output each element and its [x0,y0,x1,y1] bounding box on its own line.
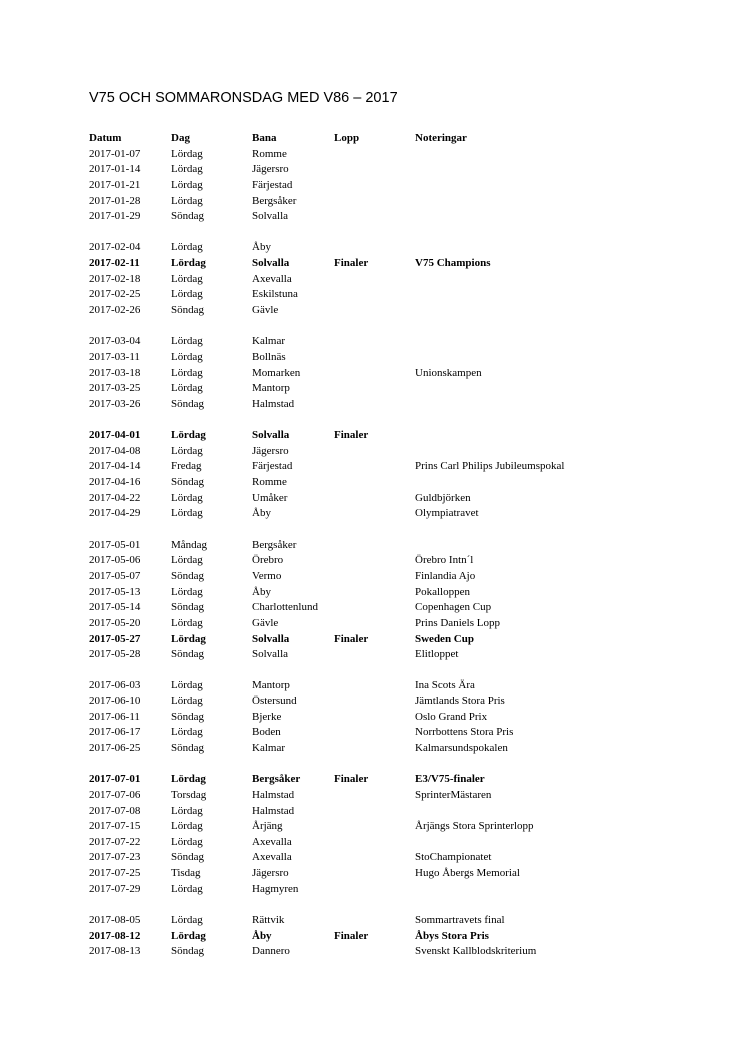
cell-datum: 2017-03-11 [89,350,140,363]
cell-noteringar: V75 Champions [415,257,491,270]
cell-datum: 2017-06-11 [89,710,140,723]
cell-dag: Lördag [171,679,203,692]
cell-datum: 2017-07-25 [89,867,141,880]
cell-datum: 2017-06-10 [89,695,141,708]
cell-datum: 2017-06-03 [89,679,141,692]
table-row [89,256,709,272]
cell-bana: Halmstad [252,397,295,410]
cell-datum: 2017-04-14 [89,460,141,473]
cell-datum: 2017-05-06 [89,554,141,567]
row-spacer [89,897,709,913]
cell-bana: Solvalla [252,257,290,270]
cell-datum: 2017-04-08 [89,444,141,457]
cell-dag: Lördag [171,382,203,395]
cell-noteringar: E3/V75-finaler [415,773,485,786]
cell-datum: 2017-07-23 [89,851,141,864]
cell-datum: 2017-01-14 [89,163,141,176]
cell-dag: Lördag [171,444,203,457]
cell-dag: Lördag [171,147,203,160]
cell-dag: Lördag [171,585,203,598]
row-spacer [89,319,709,335]
cell-bana: Jägersro [252,867,289,880]
cell-bana: Eskilstuna [252,288,298,301]
cell-dag: Lördag [171,241,203,254]
cell-noteringar: Åbys Stora Pris [415,929,489,942]
cell-bana: Solvalla [252,648,289,661]
cell-bana: Örebro [252,554,284,567]
header-noteringar: Noteringar [415,132,467,144]
cell-bana: Hagmyren [252,882,299,895]
cell-dag: Söndag [171,397,204,410]
row-spacer [89,757,709,773]
cell-datum: 2017-03-04 [89,335,141,348]
cell-bana: Mantorp [252,679,290,692]
table-row [89,725,709,741]
cell-dag: Lördag [171,335,203,348]
cell-bana: Momarken [252,366,301,379]
table-row [89,162,709,178]
cell-datum: 2017-05-27 [89,632,141,645]
cell-dag: Lördag [171,366,203,379]
cell-bana: Jägersro [252,163,289,176]
table-row [89,272,709,288]
cell-datum: 2017-02-04 [89,241,141,254]
cell-datum: 2017-06-17 [89,726,141,739]
table-row [89,334,709,350]
cell-dag: Lördag [171,820,203,833]
table-row [89,147,709,163]
table-row [89,866,709,882]
cell-bana: Solvalla [252,632,290,645]
table-row [89,366,709,382]
cell-noteringar: Årjängs Stora Sprinterlopp [415,820,534,833]
cell-bana: Åby [252,241,271,254]
cell-dag: Tisdag [171,867,201,880]
table-row [89,303,709,319]
cell-bana: Bergsåker [252,194,297,207]
cell-dag: Lördag [171,491,203,504]
cell-noteringar: Elitloppet [415,648,459,661]
row-spacer [89,225,709,241]
cell-bana: Dannero [252,945,290,958]
cell-datum: 2017-05-14 [89,601,141,614]
cell-noteringar: Guldbjörken [415,491,471,504]
table-row [89,553,709,569]
cell-dag: Lördag [171,835,203,848]
cell-dag: Lördag [171,272,203,285]
cell-dag: Lördag [171,929,206,942]
cell-datum: 2017-06-25 [89,741,141,754]
cell-datum: 2017-07-08 [89,804,141,817]
cell-dag: Söndag [171,945,204,958]
table-row [89,616,709,632]
row-spacer [89,522,709,538]
cell-datum: 2017-02-25 [89,288,141,301]
cell-datum: 2017-04-16 [89,476,141,489]
cell-datum: 2017-08-05 [89,914,141,927]
table-row [89,788,709,804]
cell-bana: Östersund [252,695,297,708]
cell-bana: Halmstad [252,804,295,817]
header-bana: Bana [252,132,277,144]
cell-dag: Lördag [171,773,206,786]
cell-dag: Söndag [171,710,204,723]
cell-bana: Solvalla [252,210,289,223]
table-row [89,287,709,303]
cell-datum: 2017-07-29 [89,882,141,895]
cell-lopp: Finaler [334,632,369,645]
cell-bana: Rättvik [252,914,285,927]
table-row [89,506,709,522]
cell-dag: Lördag [171,632,206,645]
header-dag: Dag [171,132,190,144]
table-header-row [89,131,709,147]
cell-datum: 2017-01-29 [89,210,141,223]
table-row [89,350,709,366]
cell-dag: Lördag [171,257,206,270]
cell-dag: Söndag [171,601,204,614]
cell-dag: Lördag [171,429,206,442]
cell-bana: Färjestad [252,178,293,191]
cell-dag: Lördag [171,194,203,207]
cell-bana: Bollnäs [252,350,286,363]
cell-dag: Lördag [171,726,203,739]
cell-dag: Lördag [171,804,203,817]
table-row [89,444,709,460]
cell-datum: 2017-08-12 [89,929,141,942]
cell-noteringar: Ina Scots Ära [415,679,475,692]
cell-bana: Umåker [252,491,288,504]
cell-lopp: Finaler [334,929,369,942]
cell-noteringar: Norrbottens Stora Pris [415,726,514,739]
table-row [89,694,709,710]
cell-dag: Måndag [171,538,208,551]
cell-datum: 2017-05-01 [89,538,141,551]
cell-bana: Jägersro [252,444,289,457]
cell-datum: 2017-08-13 [89,945,141,958]
cell-datum: 2017-04-01 [89,429,141,442]
cell-datum: 2017-04-29 [89,507,141,520]
cell-dag: Söndag [171,648,204,661]
cell-bana: Mantorp [252,382,290,395]
cell-datum: 2017-02-26 [89,304,141,317]
cell-dag: Lördag [171,914,203,927]
cell-bana: Boden [252,726,281,739]
cell-noteringar: Prins Carl Philips Jubileumspokal [415,460,565,473]
page-title: V75 OCH SOMMARONSDAG MED V86 – 2017 [89,90,398,106]
cell-noteringar: StoChampionatet [415,851,492,864]
table-row [89,741,709,757]
cell-bana: Axevalla [252,851,292,864]
cell-noteringar: Unionskampen [415,366,482,379]
cell-dag: Lördag [171,178,203,191]
table-row [89,850,709,866]
cell-noteringar: Jämtlands Stora Pris [415,695,505,708]
cell-bana: Bergsåker [252,538,297,551]
cell-lopp: Finaler [334,773,369,786]
cell-datum: 2017-01-28 [89,194,141,207]
cell-noteringar: Sweden Cup [415,632,474,645]
cell-dag: Lördag [171,695,203,708]
cell-noteringar: Svenskt Kallblodskriterium [415,945,537,958]
cell-bana: Kalmar [252,741,285,754]
cell-noteringar: Prins Daniels Lopp [415,616,500,629]
table-row [89,585,709,601]
cell-dag: Lördag [171,882,203,895]
cell-bana: Årjäng [252,820,283,833]
cell-datum: 2017-07-15 [89,820,141,833]
cell-dag: Söndag [171,210,204,223]
table-row [89,913,709,929]
cell-dag: Lördag [171,350,203,363]
cell-noteringar: Kalmarsundspokalen [415,741,508,754]
table-row [89,647,709,663]
cell-dag: Söndag [171,476,204,489]
cell-dag: Lördag [171,288,203,301]
schedule-table [89,131,709,960]
table-row [89,475,709,491]
cell-noteringar: Hugo Åbergs Memorial [415,867,520,880]
cell-noteringar: Olympiatravet [415,507,479,520]
table-row [89,381,709,397]
table-row [89,428,709,444]
cell-dag: Söndag [171,741,204,754]
table-row [89,772,709,788]
cell-datum: 2017-07-01 [89,773,141,786]
cell-datum: 2017-02-18 [89,272,141,285]
table-row [89,600,709,616]
cell-datum: 2017-05-13 [89,585,141,598]
header-datum: Datum [89,132,122,144]
table-row [89,194,709,210]
cell-datum: 2017-03-25 [89,382,141,395]
cell-datum: 2017-01-21 [89,178,141,191]
table-row [89,804,709,820]
cell-datum: 2017-07-22 [89,835,141,848]
table-row [89,240,709,256]
table-row [89,944,709,960]
table-row [89,835,709,851]
cell-bana: Halmstad [252,788,295,801]
cell-bana: Romme [252,147,287,160]
table-row [89,678,709,694]
table-row [89,882,709,898]
cell-noteringar: Oslo Grand Prix [415,710,488,723]
cell-dag: Fredag [171,460,202,473]
table-row [89,819,709,835]
table-row [89,929,709,945]
cell-bana: Åby [252,929,272,942]
cell-bana: Romme [252,476,287,489]
cell-noteringar: Pokalloppen [415,585,470,598]
cell-datum: 2017-03-26 [89,397,141,410]
cell-datum: 2017-07-06 [89,788,141,801]
cell-dag: Söndag [171,569,204,582]
cell-noteringar: Örebro Intn´l [415,554,474,567]
cell-noteringar: Copenhagen Cup [415,601,492,614]
cell-datum: 2017-01-07 [89,147,141,160]
table-row [89,491,709,507]
cell-dag: Söndag [171,851,204,864]
cell-datum: 2017-05-07 [89,569,141,582]
table-row [89,209,709,225]
cell-bana: Åby [252,585,271,598]
cell-bana: Axevalla [252,272,292,285]
table-row [89,397,709,413]
cell-datum: 2017-03-18 [89,366,141,379]
cell-bana: Vermo [252,569,282,582]
cell-bana: Bjerke [252,710,282,723]
cell-bana: Charlottenlund [252,601,318,614]
table-row [89,710,709,726]
table-row [89,538,709,554]
cell-dag: Lördag [171,616,203,629]
cell-dag: Lördag [171,554,203,567]
cell-dag: Lördag [171,507,203,520]
cell-lopp: Finaler [334,429,369,442]
cell-noteringar: SprinterMästaren [415,788,492,801]
cell-dag: Lördag [171,163,203,176]
cell-noteringar: Finlandia Ajo [415,569,476,582]
cell-lopp: Finaler [334,257,369,270]
cell-datum: 2017-05-20 [89,616,141,629]
cell-bana: Färjestad [252,460,293,473]
cell-dag: Torsdag [171,788,207,801]
table-row [89,632,709,648]
cell-datum: 2017-05-28 [89,648,141,661]
row-spacer [89,663,709,679]
table-row [89,178,709,194]
table-row [89,459,709,475]
table-row [89,569,709,585]
cell-bana: Axevalla [252,835,292,848]
cell-bana: Kalmar [252,335,285,348]
cell-datum: 2017-04-22 [89,491,141,504]
cell-bana: Gävle [252,304,279,317]
header-lopp: Lopp [334,132,360,144]
cell-datum: 2017-02-11 [89,257,140,270]
cell-dag: Söndag [171,304,204,317]
cell-bana: Solvalla [252,429,290,442]
cell-bana: Bergsåker [252,773,301,786]
cell-bana: Åby [252,507,271,520]
cell-noteringar: Sommartravets final [415,914,505,927]
row-spacer [89,413,709,429]
cell-bana: Gävle [252,616,279,629]
